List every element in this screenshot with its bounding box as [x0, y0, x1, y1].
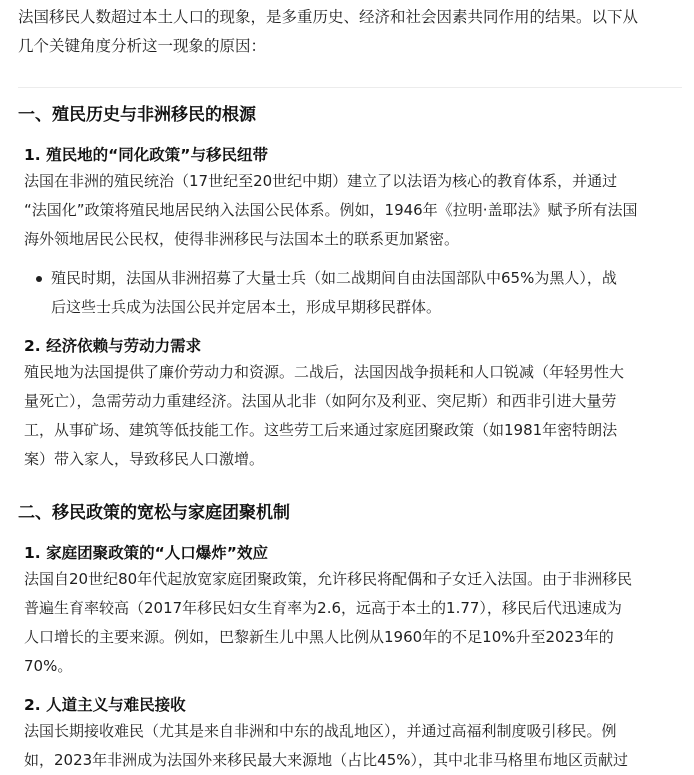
section-1-paragraph-2 [18, 358, 682, 474]
paragraph-line: 量死亡），急需劳动力重建经济。法国从北非（如阿尔及利亚、突尼斯）和西非引进大量劳 [24, 392, 617, 410]
paragraph-line: 案）带入家人，导致移民人口激增。 [24, 450, 265, 468]
paragraph-line: 海外领地居民公民权，使得非洲移民与法国本土的联系更加紧密。 [24, 230, 460, 248]
section-1-subheading-1: 1. 殖民地的“同化政策”与移民纽带 [24, 146, 268, 164]
paragraph-line: 工，从事矿场、建筑等低技能工作。这些劳工后来通过家庭团聚政策（如1981年密特朗法 [24, 421, 618, 439]
paragraph-line: “法国化”政策将殖民地居民纳入法国公民体系。例如，1946年《拉明·盖耶法》赋予所有法国 [24, 201, 638, 219]
section-1-subheading-2: 2. 经济依赖与劳动力需求 [24, 337, 202, 355]
article [18, 3, 682, 775]
section-1-paragraph-1 [18, 167, 682, 254]
section-1-bullet-list [18, 264, 682, 322]
bullet-dot-icon [36, 276, 42, 282]
section-2-subheading-2: 2. 人道主义与难民接收 [24, 696, 186, 714]
paragraph-line: 法国在非洲的殖民统治（17世纪至20世纪中期）建立了以法语为核心的教育体系，并通过 [24, 172, 618, 190]
paragraph-line: 法国长期接收难民（尤其是来自非洲和中东的战乱地区），并通过高福利制度吸引移民。例 [24, 722, 617, 740]
section-2-paragraph-1 [18, 565, 682, 681]
list-item-line-1: 殖民时期，法国从非洲招募了大量士兵（如二战期间自由法国部队中65%为黑人），战 [51, 269, 617, 287]
list-item [18, 264, 682, 322]
paragraph-line: 普遍生育率较高（2017年移民妇女生育率为2.6，远高于本土的1.77），移民后代迅速成为 [24, 599, 622, 617]
intro-paragraph [18, 3, 682, 61]
section-2-subheading-1: 1. 家庭团聚政策的“人口爆炸”效应 [24, 544, 268, 562]
intro-line-2: 几个关键角度分析这一现象的原因： [18, 37, 267, 55]
section-2-heading: 二、移民政策的宽松与家庭团聚机制 [18, 503, 290, 523]
section-2-paragraph-2 [18, 717, 682, 775]
intro-line-1: 法国移民人数超过本土人口的现象，是多重历史、经济和社会因素共同作用的结果。以下从 [18, 8, 639, 26]
list-item-line-2: 后这些士兵成为法国公民并定居本土，形成早期移民群体。 [51, 298, 442, 316]
paragraph-line: 如，2023年非洲成为法国外来移民最大来源地（占比45%），其中北非马格里布地区贡献过 [24, 751, 629, 769]
paragraph-line: 人口增长的主要来源。例如，巴黎新生儿中黑人比例从1960年的不足10%升至2023年的 [24, 628, 614, 646]
paragraph-line: 法国自20世纪80年代起放宽家庭团聚政策，允许移民将配偶和子女迁入法国。由于非洲移民 [24, 570, 633, 588]
paragraph-line: 殖民地为法国提供了廉价劳动力和资源。二战后，法国因战争损耗和人口锐减（年轻男性大 [24, 363, 625, 381]
section-1-heading: 一、殖民历史与非洲移民的根源 [18, 105, 256, 125]
section-divider [18, 87, 682, 88]
paragraph-line: 70%。 [24, 657, 73, 675]
